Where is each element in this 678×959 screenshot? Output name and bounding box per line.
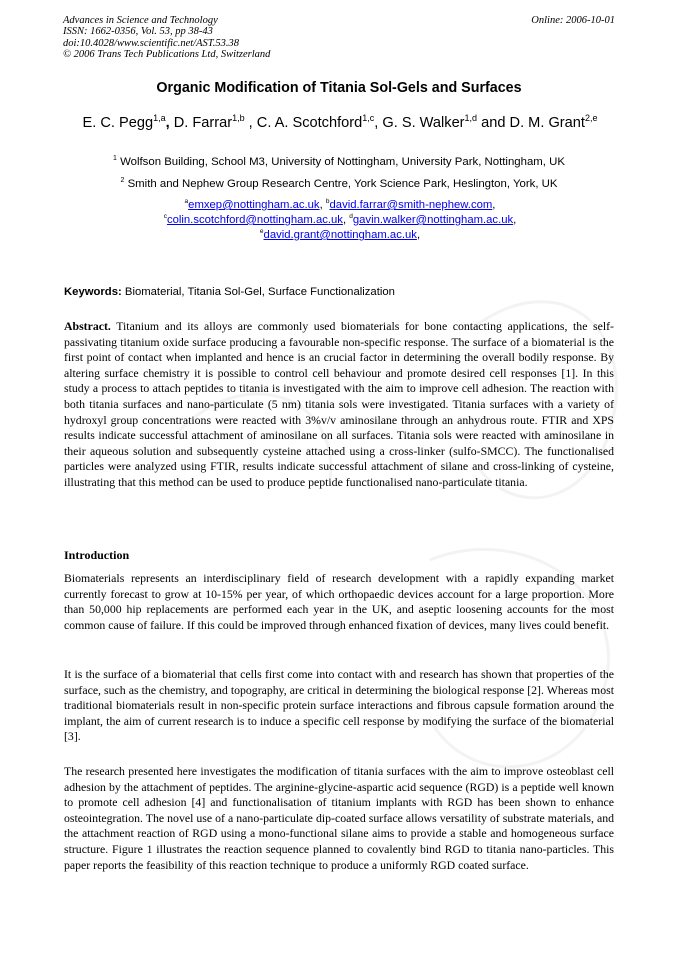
email-superscript: e <box>259 228 264 235</box>
author <box>382 115 477 131</box>
email-superscript: c <box>163 213 167 220</box>
affiliation-number: 1 <box>113 155 117 162</box>
author-separator: , <box>374 115 383 131</box>
affiliation-2 <box>0 178 678 190</box>
email-link[interactable]: david.farrar@smith-nephew.com <box>329 199 493 211</box>
author-name: G. S. Walker <box>382 115 465 131</box>
author-superscript: 1,b <box>232 113 245 123</box>
author-superscript: 2,e <box>584 113 598 123</box>
paper-title: Organic Modification of Titania Sol-Gels and Surfaces <box>156 80 522 96</box>
author-separator: , <box>244 115 257 131</box>
affiliation-1 <box>0 156 678 168</box>
journal-issn: ISSN: 1662-0356, Vol. 53, pp 38-43 <box>63 26 213 38</box>
keywords <box>64 286 624 298</box>
keywords-label: Keywords: <box>64 286 122 298</box>
author-list <box>70 113 610 133</box>
journal-doi: doi:10.4028/www.scientific.net/AST.53.38 <box>63 37 240 49</box>
intro-paragraph-3: The research presented here investigates the modification of titania surfaces with the aim to improve osteoblast cell adhesion by the attachment of peptides. The arginine-glycine-aspartic acid sequence (RGD) is a peptide well known to promote cell adhesion [4] and functionalisation of titanium implants with RGD has been shown to enhance osteointegration. The novel use of a nano-particulate dip-coated surface allows versatility of substrate materials, and the attachment reaction of RGD using a mono-functional silane aims to provide a stable and homogeneous surface structure. Figure 1 illustrates the reaction sequence planned to covalently bind RGD to titania nano-particles. This paper reports the feasibility of this reaction technique to produce a uniformly RGD coated surface. <box>64 764 614 872</box>
author <box>83 115 166 131</box>
author <box>257 115 374 131</box>
affiliation-text: Smith and Nephew Group Research Centre, York Science Park, Heslington, York, UK <box>127 178 558 190</box>
abstract-label: Abstract. <box>64 319 111 333</box>
affiliation-number: 2 <box>120 177 125 184</box>
keywords-text: Biomaterial, Titania Sol-Gel, Surface Functionalization <box>124 286 395 298</box>
author-name: C. A. Scotchford <box>256 115 363 131</box>
author-separator: , <box>165 115 174 131</box>
author-superscript: 1,a <box>153 113 166 123</box>
journal-header <box>63 15 615 61</box>
abstract-text: Titanium and its alloys are commonly used biomaterials for bone contacting applications, the self-passivating titanium oxide surface producing a favourable non-specific response. The surface of a biomaterial is the first point of contact when implanted and hence is an crucial factor in determining the overall bodily response. By altering surface chemistry it is possible to control cell behaviour and promote desired cell responses [1]. In this study a process to attach peptides to titania is investigated with the aim to improve cell adhesion. The reaction with both titania surfaces and nano-particulate (5 nm) titania sols were investigated. Titania surfaces with a variety of hydroxyl group concentrations were reacted with 3%v/v aminosilane through an anhydrous route. FTIR and XPS results indicate successful attachment of aminosilane on all surfaces. Titania sols were reacted with aminosilane in their aqueous solution and subsequently cysteine attached using a cross-linker (sulfo-SMCC). The functionalised particles were analyzed using FTIR, results indicate successful attachment of silane and cross-linking of cysteine, illustrating that this method can be used to produce peptide functionalised nano-particulate titania. <box>64 319 614 489</box>
author-emails: $^a$emxep@nottingham.ac.uk, $^b$david.farrar@smith-nephew.com, $^c$colin.scotchford@nottingham.ac.uk, $^d$gavin.walker@nottingham.ac.uk, $^e$david.grant@nottingham.ac.uk, <box>163 198 517 241</box>
intro-paragraph-1: Biomaterials represents an interdisciplinary field of research development with a rapidly expanding market currently forecast to grow at 10-15% per year, of which orthopaedic devices account for a large proportion. More than 50,000 hip replacements are performed each year in the UK, and aseptic loosening accounts for the most common cause of failure. If this could be improved through enhanced fixation of devices, many lives could benefit. <box>64 571 614 632</box>
email-link[interactable]: david.grant@nottingham.ac.uk <box>263 229 417 241</box>
introduction-heading: Introduction <box>64 548 130 562</box>
journal-name: Advances in Science and Technology <box>63 15 218 26</box>
author-name: D. M. Grant <box>509 115 585 131</box>
email-superscript: a <box>184 198 189 205</box>
online-date: Online: 2006-10-01 <box>531 15 615 26</box>
affiliation-text: Wolfson Building, School M3, University of Nottingham, University Park, Nottingham, UK <box>120 156 565 168</box>
email-link[interactable]: emxep@nottingham.ac.uk <box>188 199 320 211</box>
email-superscript: d <box>349 213 353 220</box>
author-name: D. Farrar <box>173 115 233 131</box>
journal-copyright: © 2006 Trans Tech Publications Ltd, Switzerland <box>63 49 271 61</box>
author-superscript: 1,d <box>464 113 478 123</box>
author-superscript: 1,c <box>362 113 375 123</box>
author-separator: and <box>477 115 510 131</box>
email-superscript: b <box>325 198 330 205</box>
abstract <box>64 319 614 491</box>
intro-paragraph-2: It is the surface of a biomaterial that cells first come into contact with and research has shown that properties of the surface, such as the chemistry, and topography, are critical in determining the biological response [2]. Whereas most traditional biomaterials result in non-specific protein surface interactions and fibrous capsule formation around the implant, the aim of current research is to induce a specific cell response by modifying the surface of the biomaterial [3]. <box>64 667 614 744</box>
author <box>174 115 245 131</box>
author-name: E. C. Pegg <box>82 115 154 131</box>
email-link[interactable]: gavin.walker@nottingham.ac.uk <box>352 214 514 226</box>
author <box>510 115 598 131</box>
email-link[interactable]: colin.scotchford@nottingham.ac.uk <box>166 214 343 226</box>
